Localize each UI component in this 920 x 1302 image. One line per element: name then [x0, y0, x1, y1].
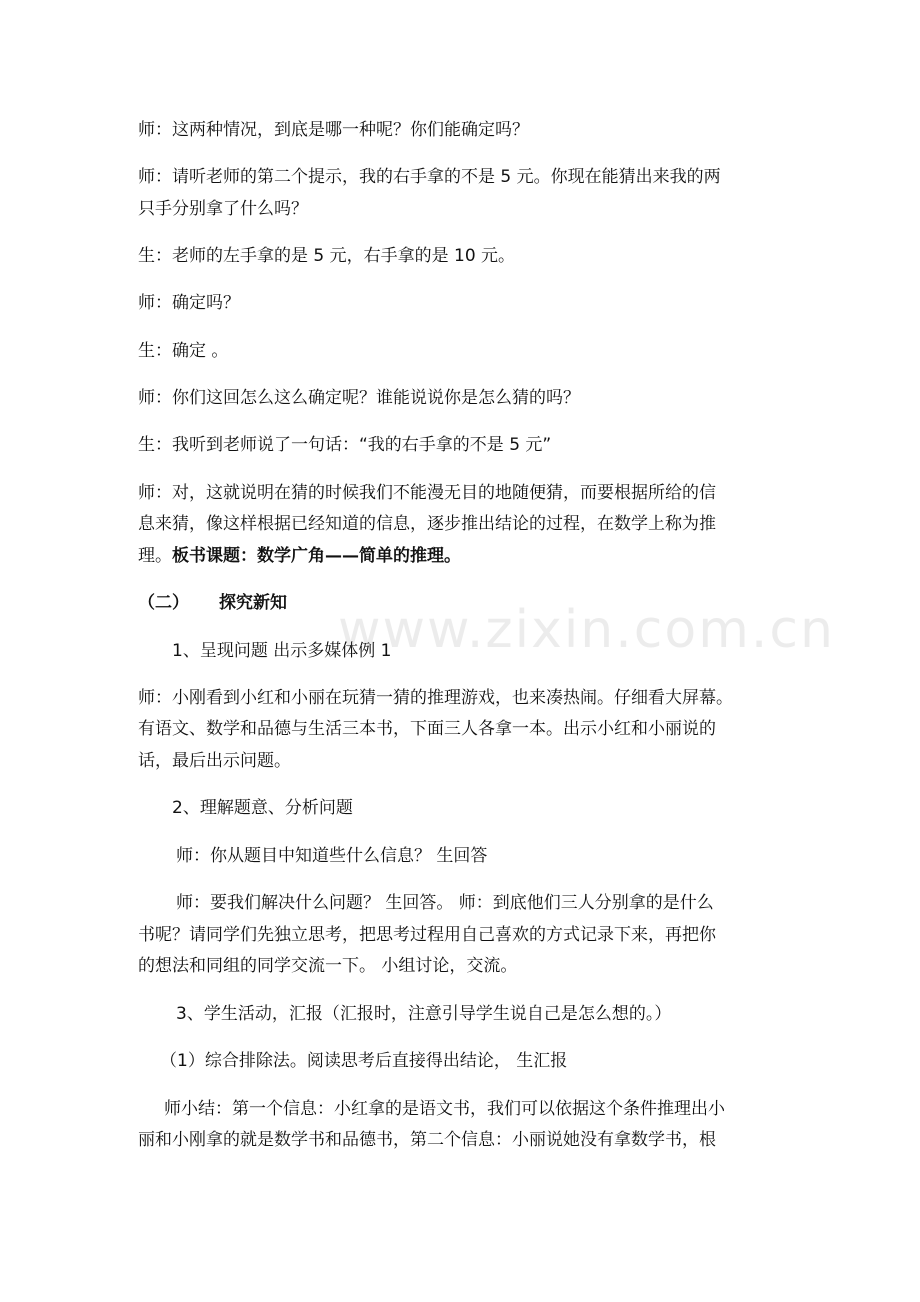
section-number: （二） — [138, 593, 189, 613]
text-line: （1）综合排除法。阅读思考后直接得出结论， 生汇报 — [160, 1051, 568, 1071]
text-line: 的想法和同组的同学交流一下。 小组讨论，交流。 — [138, 956, 518, 976]
text-line: 师：你从题目中知道些什么信息？ 生回答 — [176, 846, 488, 866]
text-line: 师：对，这就说明在猜的时候我们不能漫无目的地随便猜，而要根据所给的信 — [138, 483, 716, 503]
text-line-end: 理。 — [138, 546, 172, 566]
text-line — [138, 546, 798, 566]
section-title: 探究新知 — [219, 593, 287, 613]
text-line: 3、学生活动，汇报（汇报时，注意引导学生说自己是怎么想的。） — [176, 1004, 672, 1024]
text-line: 师：小刚看到小红和小丽在玩猜一猜的推理游戏，也来凑热闹。仔细看大屏幕。 — [138, 688, 733, 708]
text-line: 师：请听老师的第二个提示，我的右手拿的不是 5 元。你现在能猜出来我的两 — [138, 167, 721, 187]
text-line: 生：确定 。 — [138, 341, 229, 361]
text-line: 息来猜，像这样根据已经知道的信息，逐步推出结论的过程，在数学上称为推 — [138, 514, 716, 534]
text-line: 2、理解题意、分析问题 — [172, 798, 353, 818]
text-line: 话，最后出示问题。 — [138, 751, 291, 771]
board-topic: 板书课题：数学广角——简单的推理。 — [172, 546, 461, 566]
text-line: 丽和小刚拿的就是数学书和品德书，第二个信息：小丽说她没有拿数学书，根 — [138, 1130, 716, 1150]
text-line: 书呢？请同学们先独立思考，把思考过程用自己喜欢的方式记录下来，再把你 — [138, 925, 716, 945]
text-line: 只手分别拿了什么吗？ — [138, 199, 308, 219]
text-line: 师：这两种情况，到底是哪一种呢？你们能确定吗？ — [138, 120, 529, 140]
text-line: 1、呈现问题 出示多媒体例 1 — [172, 641, 392, 661]
text-line: 有语文、数学和品德与生活三本书，下面三人各拿一本。出示小红和小丽说的 — [138, 719, 716, 739]
text-line: 生：老师的左手拿的是 5 元，右手拿的是 10 元。 — [138, 246, 516, 266]
text-line: 师：确定吗？ — [138, 293, 240, 313]
text-line: 师：要我们解决什么问题？ 生回答。 师：到底他们三人分别拿的是什么 — [176, 893, 714, 913]
watermark: www.zixin.com.cn — [338, 600, 835, 660]
section-heading — [138, 593, 798, 613]
text-line: 师：你们这回怎么这么确定呢？谁能说说你是怎么猜的吗？ — [138, 388, 580, 408]
text-line: 生：我听到老师说了一句话：“我的右手拿的不是 5 元” — [138, 435, 552, 455]
text-line: 师小结：第一个信息：小红拿的是语文书，我们可以依据这个条件推理出小 — [164, 1099, 725, 1119]
